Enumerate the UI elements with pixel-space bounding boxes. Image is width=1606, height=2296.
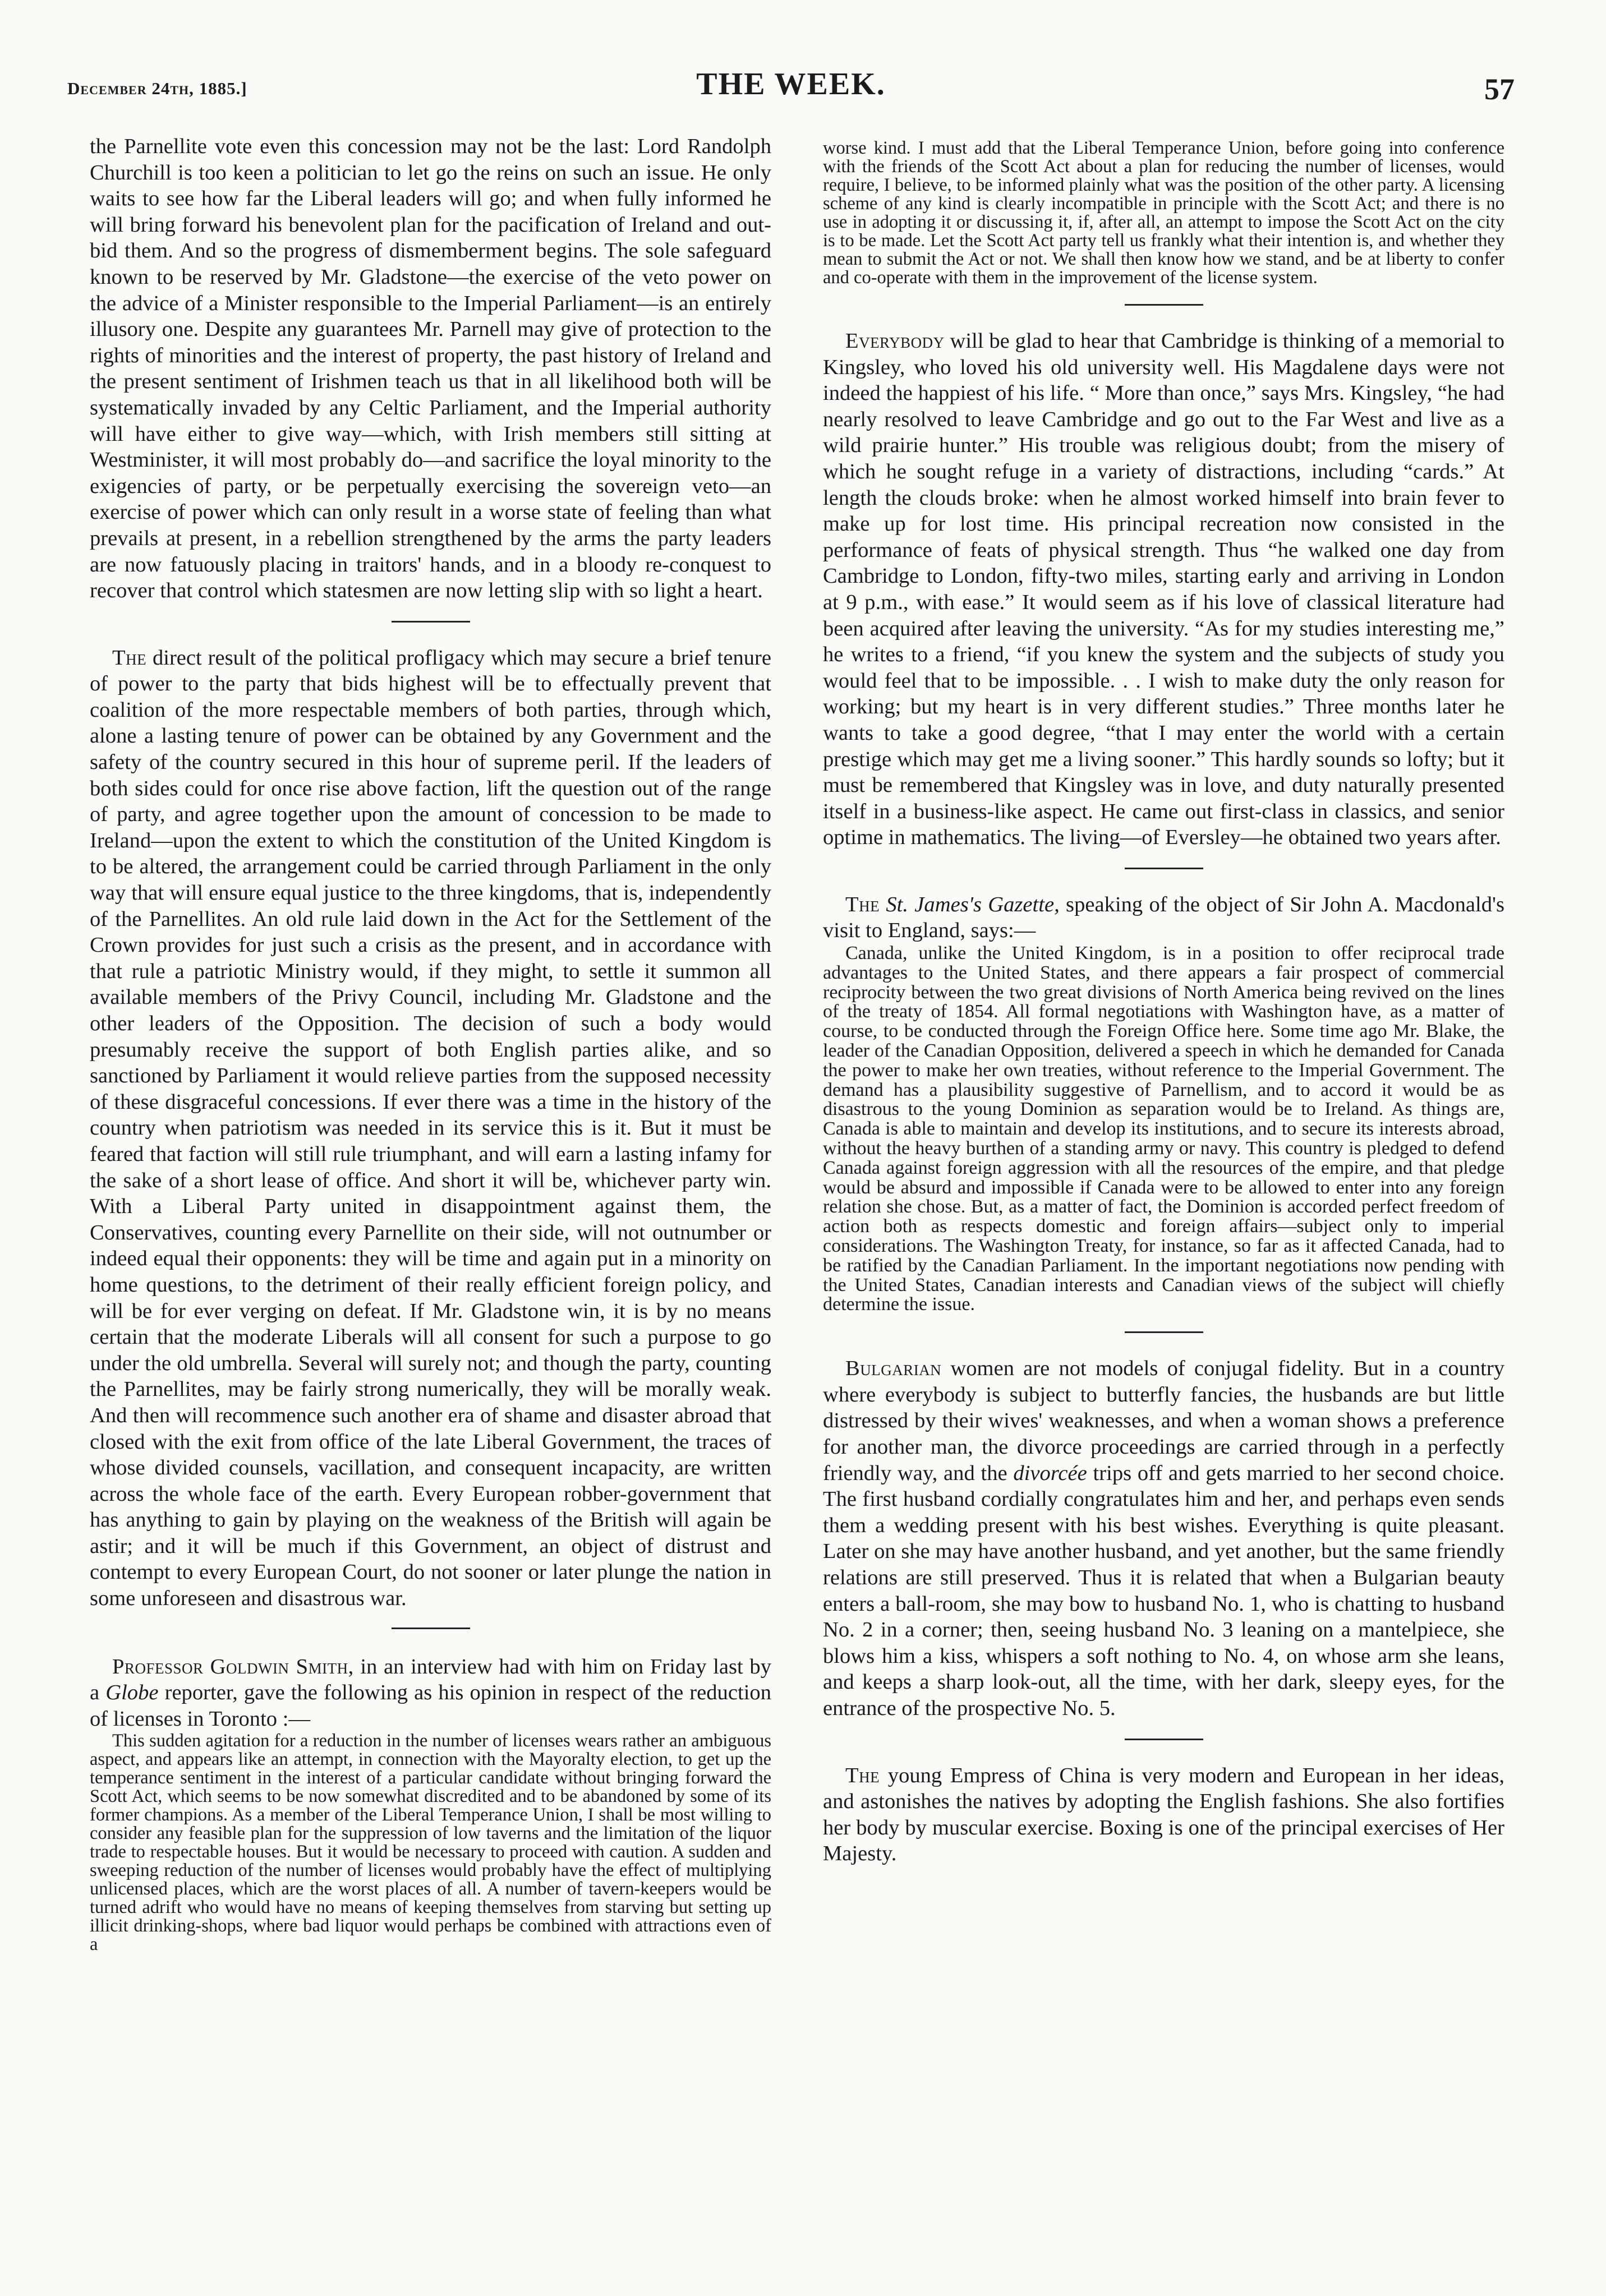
lead-in: The <box>845 1763 880 1787</box>
article-text: direct result of the political profligacy which may secure a brief tenure of power to the party that bids highest will be to effectually prevent that coalition of the more respectable members of both parties, through which, alone a lasting tenure of power can be obtained by any Government and the safety of the country secured in this hour of supreme peril. If the leaders of both sides could for once rise above faction, lift the question out of the range of party, and agree together upon the amount of concession to be made to Ireland—upon the extent to which the constitution of the United Kingdom is to be altered, the arrangement could be carried through Parliament in the only way that will ensure equal justice to the three kingdoms, that is, independently of the Parnellites. An old rule laid down in the Act for the Settlement of the Crown provides for just such a crisis as the present, and in accordance with that rule a patriotic Ministry would, if they might, to settle it summon all available members of the Privy Council, including Mr. Gladstone and the other leaders of the Opposition. The decision of such a body would presumably receive the support of both English parties alike, and so sanctioned by Parliament it would relieve parties from the supposed necessity of these disgraceful concessions. If ever there was a time in the history of the country when patriotism was needed in its service this is it. But it must be feared that faction will still rule triumphant, and will earn a lasting infamy for the sake of a short lease of office. And short it will be, whichever party win. With a Liberal Party united in disappointment against them, the Conservatives, counting every Parnellite on their side, will not outnumber or indeed equal their opponents: they will be time and again put in a minority on home questions, to the detriment of their really efficient foreign policy, and will be for ever verging on defeat. If Mr. Gladstone win, it is by no means certain that the moderate Liberals will all consent for such a purpose to go under the old umbrella. Several will surely not; and though the party, counting the Parnellites, may be fairly strong numerically, they will be morally weak. And then will recommence such another era of shame and disaster abroad that closed with the exit from office of the late Liberal Government, the traces of whose divided counsels, vacillation, and consequent incapacity, are written across the whole face of the earth. Every European robber-government that has anything to gain by playing on the weakness of the British will again be astir; and it will be much if this Government, an object of distrust and contempt to every European Court, do not sooner or later plunge the nation in some unforeseen and disastrous war. <box>90 646 771 1611</box>
lead-in: Professor Goldwin Smith, <box>112 1654 354 1679</box>
article-text: will be glad to hear that Cambridge is thinking of a memorial to Kingsley, who loved his old university well. His Magdalene days were not indeed the happiest of his life. “ More than once,” says Mrs. Kingsley, “he had nearly resolved to leave Cambridge and go out to the Far West and live as a wild prairie hunter.” His trouble was religious doubt; from the misery of which he sought refuge in a variety of distractions, including “cards.” At length the clouds broke: when he almost worked himself into brain fever to make up for lost time. His principal recreation now consisted in the performance of feats of physical strength. Thus “he walked one day from Cambridge to London, fifty-two miles, starting early and arriving in London at 9 p.m., with ease.” It would seem as if his love of classical literature had been acquired after leaving the university. “As for my studies interesting me,” he writes to a friend, “if you knew the system and the subjects of study you would feel that to be impossible. . . I wish to make duty the only reason for working; but my heart is in very different studies.” Three months later he wants to take a good degree, “that I may enter the world with a certain prestige which may get me a living sooner.” This hardly sounds so lofty; but it must be remembered that Kingsley was in love, and duty naturally presented itself in a business-like aspect. He came out first-class in classics, and senior optime in mathematics. The living—of Eversley—he obtained two years after. <box>823 329 1504 850</box>
section-divider <box>392 621 470 623</box>
article-goldwin-smith <box>90 1654 771 1732</box>
article-irish-parliament-continued: the Parnellite vote even this concession may not be the last: Lord Randolph Churchill is too keen a politician to let go the reins on such an issue. He only waits to see how far the Liberal leaders will go; and when fully informed he will bring forward his benevolent plan for the pacification of Ireland and out-bid them. And so the progress of dismemberment begins. The sole safeguard known to be reserved by Mr. Gladstone—the exercise of the veto power on the advice of a Minister responsible to the Imperial Parliament—is an entirely illusory one. Despite any guarantees Mr. Parnell may give of protection to the rights of minorities and the interest of property, the past history of Ireland and the present sentiment of Irishmen teach us that in all likelihood both will be systematically invaded by any Celtic Parliament, and the Imperial authority will have either to give way—which, with Irish members still sitting at Westminister, it will most probably do—and sacrifice the loyal minority to the exigencies of party, or be perpetually exercising the sovereign veto—an exercise of power which can only result in a worse state of feeling than what prevails at present, in a rebellion strengthened by the arms the party leaders are now fatuously placing in traitors' hands, and in a bloody re-conquest to recover that control which statesmen are now letting slip with so light a heart. <box>90 135 771 603</box>
left-column <box>90 133 771 1954</box>
right-column <box>823 139 1504 1867</box>
goldwin-smith-quote-continued: worse kind. I must add that the Liberal Temperance Union, before going into conference with the friends of the Scott Act about a plan for reducing the number of licenses, would require, I believe, to be informed plainly what was the position of the other party. A licensing scheme of any kind is clearly incompatible in principle with the Scott Act; and there is no use in adopting it or discussing it, if, after all, an attempt to impose the Scott Act on the city is to be made. Let the Scott Act party tell us frankly what their intention is, and whether they mean to submit the Act or not. We shall then know how we stand, and be at liberty to confer and co-operate with them in the improvement of the license system. <box>823 138 1504 288</box>
article-st-james-gazette <box>823 892 1504 944</box>
section-divider <box>1125 1331 1203 1333</box>
page-number: 57 <box>1484 72 1515 106</box>
publication-title: THE WEEK. <box>696 67 886 102</box>
page-header <box>67 66 1515 111</box>
article-text: women are not models of conjugal fidelity. But in a country where everybody is subject to butterfly fancies, the husbands are but little distressed by their wives' weaknesses, and when a woman shows a preference for another man, the divorce proceedings are carried through in a perfectly friendly way, and the <box>823 1357 1504 1485</box>
section-divider <box>392 1628 470 1629</box>
article-text: trips off and gets married to her second choice. The first husband cordially congratulates him and her, and perhaps even sends them a wedding present with his best wishes. Everything is quite pleasant. Later on she may have another husband, and yet another, but the same friendly relations are still preserved. Thus it is related that when a Bulgarian beauty enters a ball-room, she may bow to husband No. 1, who is chatting to husband No. 2 in a corner; then, seeing husband No. 3 leaning on a mantelpiece, she blows him a kiss, whispers a soft nothing to No. 4, on whose arm she leans, and keeps a sharp look-out, all the time, with her dark, sleepy eyes, for the entrance of the prospective No. 5. <box>823 1461 1504 1720</box>
article-empress-of-china <box>823 1763 1504 1867</box>
lead-in: Bulgarian <box>845 1357 942 1381</box>
section-divider <box>1125 868 1203 869</box>
article-text: young Empress of China is very modern and European in her ideas, and astonishes the natives by adopting the English fashions. She also fortifies her body by muscular exercise. Boxing is one of the principal exercises of Her Majesty. <box>823 1763 1504 1866</box>
italic-word: divorcée <box>1013 1461 1087 1485</box>
lead-in: Everybody <box>845 329 945 353</box>
goldwin-smith-quote: This sudden agitation for a reduction in the number of licenses wears rather an ambiguous aspect, and appears like an attempt, in connection with the Mayoralty election, to get up the temperance sentiment in the interest of a particular candidate without bringing forward the Scott Act, which seems to be now somewhat discredited and to be abandoned by some of its former champions. As a member of the Liberal Temperance Union, I shall be most willing to consider any feasible plan for the suppression of low taverns and the limitation of the liquor trade to respectable houses. But it would be necessary to proceed with caution. A sudden and sweeping reduction of the number of licenses would probably have the effect of multiplying unlicensed places, which are the worst places of all. A number of tavern-keepers would be turned adrift who would have no means of keeping themselves from starving but setting up illicit drinking-shops, where bad liquor would perhaps be combined with attractions even of a <box>90 1731 771 1955</box>
gazette-quote: Canada, unlike the United Kingdom, is in a position to offer reciprocal trade advantages to the United States, and there appears a fair prospect of commercial reciprocity between the two great divisions of North America being revived on the lines of the treaty of 1854. All formal negotiations with Washington have, as a matter of course, to be conducted through the Foreign Office here. Some time ago Mr. Blake, the leader of the Canadian Opposition, delivered a speech in which he demanded for Canada the power to make her own treaties, without reference to the Imperial Government. The demand has a plausibility suggestive of Parnellism, and to accord it would be as disastrous to the young Dominion as separation would be to Ireland. As things are, Canada is able to maintain and develop its institutions, and to secure its interests abroad, without the heavy burthen of a standing army or navy. This country is pledged to defend Canada against foreign aggression with all the resources of the empire, and that pledge would be absurd and impossible if Canada were to be allowed to enter into any foreign relation she chose. But, as a matter of fact, the Dominion is accorded perfect freedom of action both as respects domestic and foreign affairs—subject only to imperial considerations. The Washington Treaty, for instance, so far as it affected Canada, had to be ratified by the Canadian Parliament. In the important negotiations now pending with the United States, Canadian interests and Canadian views of the subject will chiefly determine the issue. <box>823 943 1504 1315</box>
article-text: reporter, gave the following as his opinion in respect of the reduction of licenses in Toronto :— <box>90 1681 771 1731</box>
article-kingsley-memorial <box>823 328 1504 851</box>
newspaper-name: Globe <box>105 1681 159 1705</box>
header-date: December 24th, 1885.] <box>67 79 247 98</box>
newspaper-name: St. James's Gazette, <box>886 892 1060 916</box>
lead-in: The <box>112 646 147 670</box>
article-bulgarian-women <box>823 1356 1504 1721</box>
section-divider <box>1125 304 1203 306</box>
article-political-profligacy <box>90 645 771 1612</box>
article-text: in an interview had with him on Friday last by a <box>90 1654 771 1705</box>
section-divider <box>1125 1739 1203 1740</box>
lead-in: The <box>845 892 880 916</box>
article-text: speaking of the object of Sir John A. Macdonald's visit to England, says:— <box>823 892 1504 943</box>
